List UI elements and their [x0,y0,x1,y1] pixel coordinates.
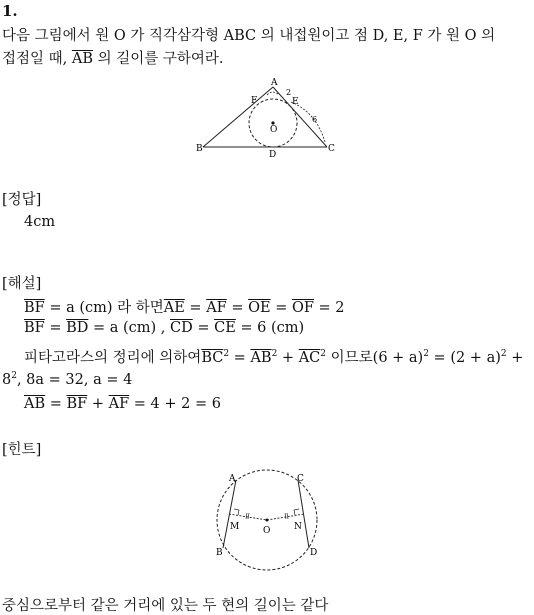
exponent: 2 [223,349,230,359]
label-O: O [263,526,271,536]
solution-line5 [24,396,221,412]
expression: (6 + a) [372,350,424,366]
hint-conclusion: 중심으로부터 같은 거리에 있는 두 현의 길이는 같다 [2,598,329,614]
tick-mark [285,513,286,519]
tick-mark [246,513,247,519]
expression: , 8a = 32, a = 4 [16,372,133,388]
segment-AE: $\overline{AE}$ [163,300,185,316]
segment-AC: $\overline{AC}$ [298,350,321,366]
equals: = [45,396,67,412]
label-C: C [328,144,335,154]
tick-mark [287,513,288,519]
label-F: F [251,96,258,106]
problem-text-line1: 다음 그림에서 원 O 가 직각삼각형 ABC 의 내접원이고 점 D, E, F 가 원 O 의 [2,28,496,44]
label-N: N [294,522,302,532]
segment-BF: $\overline{BF}$ [24,320,45,336]
label-B: B [196,144,203,154]
expression: = (2 + a) [428,350,501,366]
segment-BC: $\overline{BC}$ [201,350,224,366]
expression: + [506,350,524,366]
equals: = [192,320,215,336]
segment-OF: $\overline{OF}$ [291,300,314,316]
segment-AB: $\overline{AB}$ [250,350,272,366]
problem-text-line2 [2,47,224,68]
plus: + [277,350,299,366]
segment-CD: $\overline{CD}$ [170,320,193,336]
solution-text: = a (cm) , [88,320,171,336]
arc-CE [291,102,325,142]
problem-number: 1. [2,2,18,20]
label-M: M [230,522,240,532]
answer-value: 4cm [24,214,56,230]
right-angle-N [294,509,299,515]
exponent: 2 [271,349,278,359]
segment-BF: $\overline{BF}$ [24,300,45,316]
exponent: 2 [500,349,507,359]
segment-AF: $\overline{AF}$ [206,300,227,316]
label-E: E [292,97,299,107]
answer-header: [정답] [2,192,42,208]
solution-line2 [24,320,304,336]
tick-mark [248,513,249,519]
segment-AF: $\overline{AF}$ [108,396,130,412]
label-B: B [216,548,223,558]
label-A: A [271,78,278,88]
solution-text: = 4 + 2 = 6 [129,396,221,412]
solution-text: = a (cm) 라 하면 [44,300,164,316]
label-D: D [269,150,277,160]
exponent: 2 [11,371,17,381]
solution-text: 이므로 [326,350,373,366]
hint-header: [힌트] [2,442,42,458]
side-AC [273,87,327,147]
side-AB [203,87,273,147]
segment-AB: $\overline{AB}$ [71,51,93,67]
segment-BF: $\overline{BF}$ [66,396,88,412]
exponent: 2 [423,349,429,359]
equals: = [226,300,249,316]
equals: = [270,300,292,316]
expression: 8 [2,372,12,388]
equals: = [184,300,207,316]
chord-circle-figure [208,466,328,576]
solution-text: = 6 (cm) [235,320,305,336]
solution-text: = 2 [313,300,345,316]
problem-text-post: 의 길이를 구하여라. [93,51,224,67]
exponent: 2 [320,349,327,359]
label-O: O [270,125,278,135]
solution-text: 피타고라스의 정리에 의하여 [24,350,202,366]
triangle-incircle-figure [190,78,350,160]
segment-CE: $\overline{CE}$ [214,320,236,336]
equals: = [44,320,67,336]
label-A: A [229,474,236,484]
plus: + [87,396,109,412]
segment-AB: $\overline{AB}$ [24,396,46,412]
solution-line3 [24,346,523,367]
right-angle-M [234,509,239,515]
solution-line1 [24,296,345,317]
problem-text-pre: 접점일 때, [2,51,72,67]
equals: = [229,350,251,366]
center-point [266,519,269,522]
arc-AE [267,92,279,95]
measure-AE: 2 [286,88,292,97]
segment-BD: $\overline{BD}$ [66,320,89,336]
segment-OE: $\overline{OE}$ [248,300,271,316]
label-D: D [310,548,318,558]
solution-line4 [2,372,132,388]
measure-CE: 6 [312,115,318,124]
solution-header: [해설] [2,276,42,292]
label-C: C [297,474,304,484]
